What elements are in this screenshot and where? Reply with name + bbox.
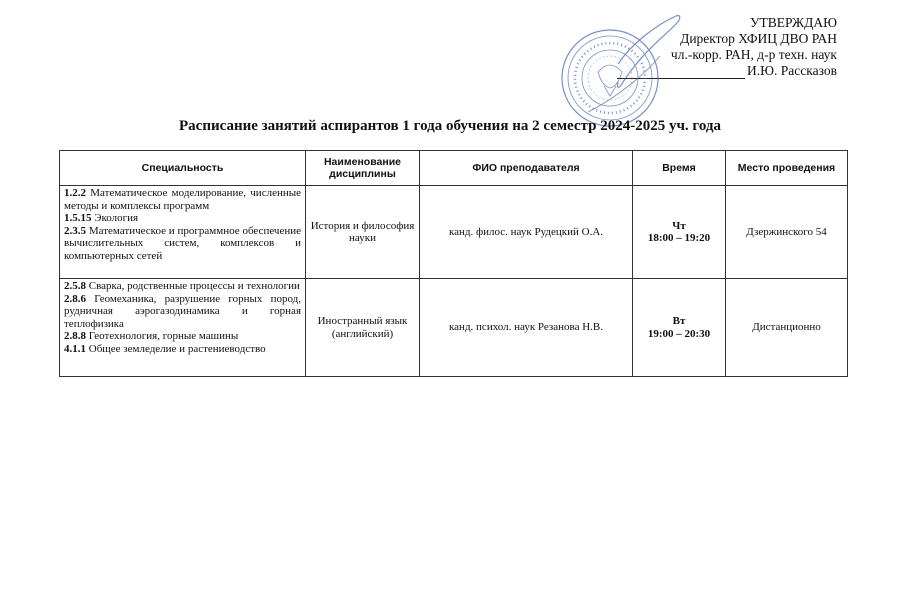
specialty-code: 2.8.6	[64, 292, 86, 305]
place-cell: Дистанционно	[726, 279, 848, 377]
specialty-item	[64, 187, 301, 212]
schedule-table	[59, 150, 848, 377]
table-row	[60, 279, 848, 377]
specialty-name: Геотехнология, горные машины	[88, 330, 239, 342]
approval-heading: УТВЕРЖДАЮ	[749, 15, 837, 30]
specialty-code: 4.1.1	[64, 342, 86, 355]
table-header-row	[60, 151, 848, 186]
approval-degree: чл.-корр. РАН, д-р техн. наук	[670, 47, 837, 62]
approval-position: Директор ХФИЦ ДВО РАН	[680, 31, 837, 46]
header-teacher: ФИО преподавателя	[420, 151, 633, 186]
header-place: Место проведения	[726, 151, 848, 186]
specialty-name: Геомеханика, разрушение горных пород, рудничная аэрогазодинамика и горная теплофизика	[64, 292, 301, 330]
time-day: Чт	[672, 219, 686, 232]
place-cell: Дзержинского 54	[726, 186, 848, 279]
specialty-cell	[60, 186, 306, 279]
specialty-item	[64, 212, 301, 225]
header-specialty: Специальность	[60, 151, 306, 186]
specialty-name: Математическое и программное обеспечение вычислительных систем, комплексов и компьютерных сетей	[64, 224, 302, 262]
specialty-name: Экология	[94, 212, 139, 224]
specialty-cell	[60, 279, 306, 377]
time-hours: 19:00 – 20:30	[647, 327, 711, 340]
header-time: Время	[633, 151, 726, 186]
specialty-code: 2.3.5	[64, 224, 86, 237]
official-seal-stamp	[548, 12, 698, 130]
specialty-item	[64, 280, 301, 293]
teacher-cell: канд. филос. наук Рудецкий О.А.	[420, 186, 633, 279]
specialty-name: Сварка, родственные процессы и технологии	[88, 280, 300, 292]
specialty-code: 1.2.2	[64, 187, 86, 199]
time-hours: 18:00 – 19:20	[647, 232, 711, 244]
specialty-name: Общее земледелие и растениеводство	[88, 342, 266, 355]
specialty-code: 2.5.8	[64, 280, 86, 292]
specialty-code: 1.5.15	[64, 212, 92, 224]
time-day: Вт	[672, 315, 686, 327]
specialty-item	[64, 330, 301, 343]
discipline-cell: Иностранный язык (английский)	[306, 279, 420, 377]
approval-name: И.Ю. Рассказов	[747, 63, 837, 78]
specialty-item	[64, 343, 301, 356]
header-discipline: Наименование дисциплины	[306, 151, 420, 186]
time-cell	[633, 186, 726, 279]
table-row	[60, 186, 848, 279]
teacher-cell: канд. психол. наук Резанова Н.В.	[420, 279, 633, 377]
specialty-item	[64, 225, 301, 263]
document-title: Расписание занятий аспирантов 1 года обучения на 2 семестр 2024-2025 уч. года	[179, 118, 721, 134]
specialty-name: Математическое моделирование, численные методы и комплексы программ	[64, 187, 301, 212]
specialty-item	[64, 293, 301, 331]
specialty-code: 2.8.8	[64, 330, 86, 342]
discipline-cell: История и философия науки	[306, 186, 420, 279]
time-cell	[633, 279, 726, 377]
